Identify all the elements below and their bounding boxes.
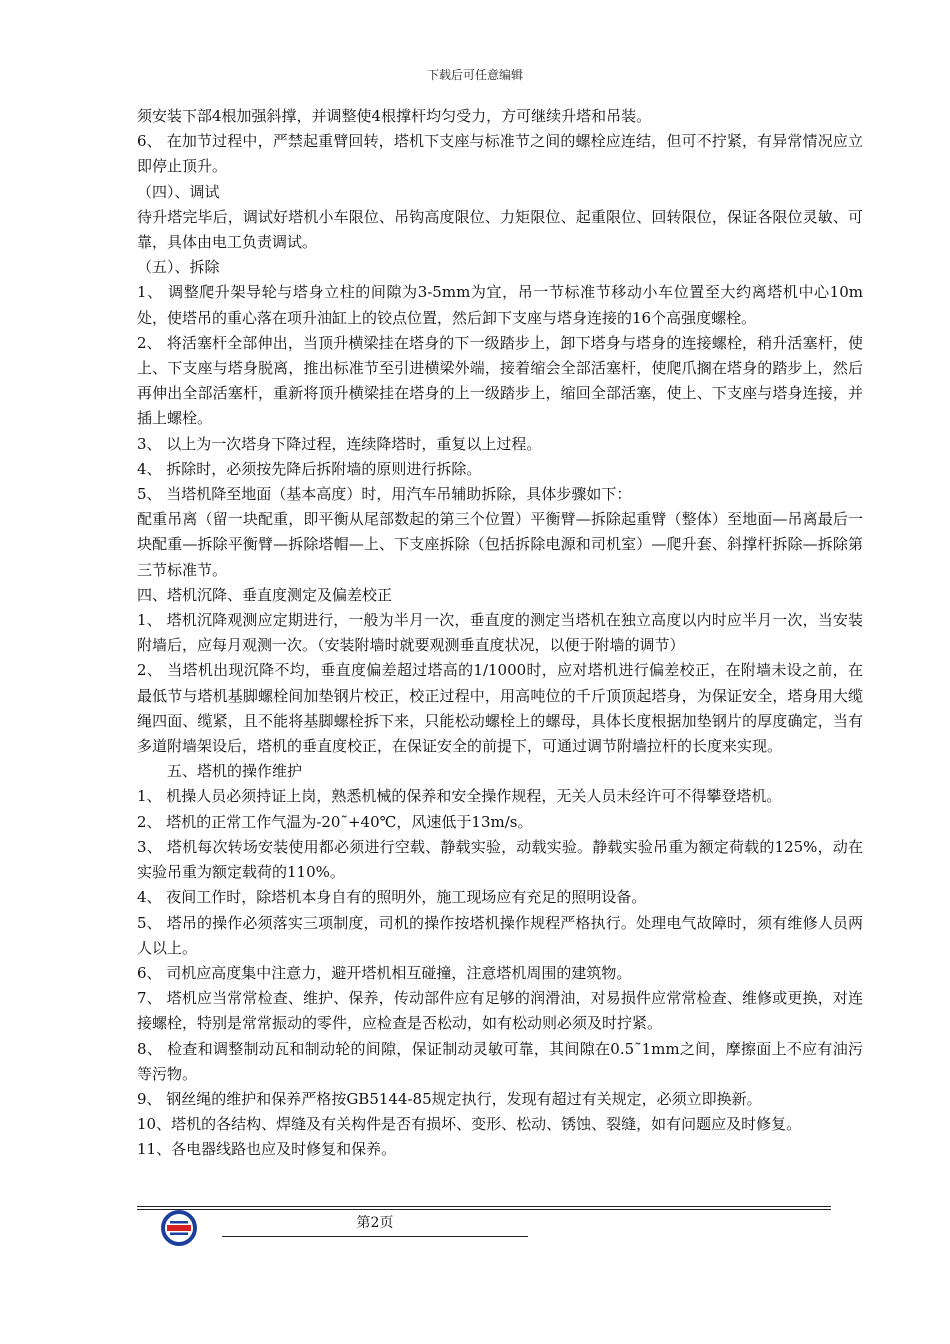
- paragraph: 4、 夜间工作时，除塔机本身自有的照明外，施工现场应有充足的照明设备。: [137, 888, 647, 907]
- paragraph: 4、 拆除时，必须按先降后拆附墙的原则进行拆除。: [137, 459, 482, 478]
- paragraph: 配重吊离（留一块配重，即平衡从尾部数起的第三个位置）平衡臂—拆除起重臂（整体）至地面—吊离最后一块配重—拆除平衡臂—拆除塔帽—上、下支座拆除（包括拆除电源和司机室）—爬升套、斜撑杆拆除—拆除第三节标准节。: [137, 510, 863, 579]
- section-heading: 五、塔机的操作维护: [167, 762, 303, 781]
- paragraph: 1、 塔机沉降观测应定期进行，一般为半月一次，垂直度的测定当塔机在独立高度以内时应半月一次，当安装附墙后，应每月观测一次。（安装附墙时就要观测垂直度状况，以便于附墙的调节）: [137, 611, 863, 655]
- paragraph: 9、 钢丝绳的维护和保养严格按GB5144-85规定执行，发现有超过有关规定，必须立即换新。: [137, 1089, 762, 1108]
- logo-bar: [170, 1233, 188, 1236]
- paragraph: 7、 塔机应当常常检查、维护、保养，传动部件应有足够的润滑油，对易损件应常常检查、维修或更换，对连接螺栓，特别是常常振动的零件，应检查是否松动，如有松动则必须及时拧紧。: [137, 989, 863, 1033]
- paragraph: 1、 调整爬升架导轮与塔身立柱的间隙为3-5mm为宜，吊一节标准节移动小车位置至大约离塔机中心10m处，使塔吊的重心落在项升油缸上的铰点位置，然后卸下支座与塔身连接的16个高强度螺栓。: [137, 283, 863, 327]
- section-heading: （五）、拆除: [137, 258, 220, 277]
- footer-divider: [137, 1206, 831, 1207]
- company-logo-icon: [161, 1210, 197, 1246]
- paragraph: 1、 机操人员必须持证上岗，熟悉机械的保养和安全操作规程，无关人员未经许可不得攀登塔机。: [137, 787, 782, 806]
- footer-divider: [137, 1209, 831, 1210]
- header-note: 下载后可任意编辑: [426, 68, 523, 82]
- paragraph: 3、 以上为一次塔身下降过程，连续降塔时，重复以上过程。: [137, 434, 542, 453]
- section-heading: （四）、调试: [137, 182, 220, 201]
- paragraph: 3、 塔机每次转场安装使用都必须进行空载、静载实验，动载实验。静载实验吊重为额定荷载的125%，动在实验吊重为额定载荷的110%。: [137, 837, 863, 882]
- paragraph: 2、 当塔机出现沉降不均，垂直度偏差超过塔高的1/1000时，应对塔机进行偏差校正，在附墙未设之前，在最低节与塔机基脚螺栓间加垫钢片校正，校正过程中，用高吨位的千斤顶顶起塔身，为保证安全，塔身用大缆绳四面、缆紧，且不能将基脚螺栓拆下来，只能松动螺栓上的螺母，具体长度根据加垫钢片的厚度确定，当有多道附墙架设后，塔机的垂直度校正，在保证安全的前提下，可通过调节附墙拉杆的长度来实现。: [137, 661, 863, 756]
- paragraph: 6、 在加节过程中，严禁起重臂回转，塔机下支座与标准节之间的螺栓应连结，但可不拧紧，有异常情况应立即停止顶升。: [137, 132, 863, 176]
- document-body: [137, 104, 863, 1163]
- section-heading: 四、塔机沉降、垂直度测定及偏差校正: [137, 585, 393, 604]
- paragraph: 2、 塔机的正常工作气温为-20˜+40℃，风速低于13m/s。: [137, 812, 533, 831]
- paragraph: 须安装下部4根加强斜撑，并调整使4根撑杆均匀受力，方可继续升塔和吊装。: [137, 107, 652, 125]
- paragraph: 8、 检查和调整制动瓦和制动轮的间隙，保证制动灵敏可靠，其间隙在0.5˜1mm之间，摩擦面上不应有油污等污物。: [137, 1039, 863, 1083]
- paragraph: 待升塔完毕后，调试好塔机小车限位、吊钩高度限位、力矩限位、起重限位、回转限位，保证各限位灵敏、可靠，具体由电工负责调试。: [137, 207, 863, 252]
- paragraph: 2、 将活塞杆全部伸出，当顶升横梁挂在塔身的下一级踏步上，卸下塔身与塔身的连接螺栓，稍升活塞杆，使上、下支座与塔身脱离，推出标准节至引进横梁外端，接着缩会全部活塞杆，使爬爪搁在塔身的踏步上，然后再伸出全部活塞杆，重新将顶升横梁挂在塔身的上一级踏步上，缩回全部活塞，使上、下支座与塔身连接，并插上螺栓。: [137, 333, 863, 428]
- paragraph: 5、 当塔机降至地面（基本高度）时，用汽车吊辅助拆除，具体步骤如下：: [137, 485, 632, 504]
- logo-band: [167, 1225, 191, 1231]
- paragraph: 5、 塔吊的操作必须落实三项制度，司机的操作按塔机操作规程严格执行。处理电气故障时，须有维修人员两人以上。: [137, 913, 863, 957]
- paragraph: 10、塔机的各结构、焊缝及有关构件是否有损坏、变形、松动、锈蚀、裂缝，如有问题应及时修复。: [137, 1115, 802, 1134]
- paragraph: 11、各电器线路也应及时修复和保养。: [137, 1140, 397, 1159]
- paragraph: 6、 司机应高度集中注意力，避开塔机相互碰撞，注意塔机周围的建筑物。: [137, 963, 632, 982]
- logo-bar: [170, 1221, 188, 1224]
- page-number: 第2页: [222, 1212, 528, 1237]
